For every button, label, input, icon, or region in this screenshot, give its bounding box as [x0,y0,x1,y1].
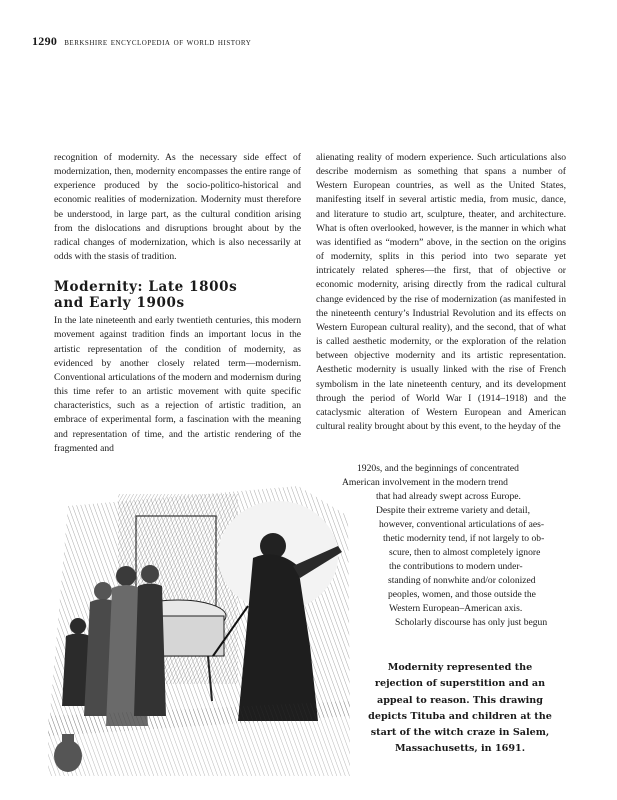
wrap-line: Despite their extreme variety and detail, [376,505,530,516]
wrap-line: peoples, women, and those outside the [388,589,536,600]
right-column [316,151,566,434]
wrap-line: 1920s, and the beginnings of concentrated [357,463,519,474]
caption-line: depicts Tituba and children at the [368,710,552,722]
wrap-line: Scholarly discourse has only just begun [395,617,548,628]
page-number: 1290 [32,34,58,48]
wrap-line: however, conventional articulations of aes- [379,519,545,530]
section-heading-line-2: and Early 1900s [54,295,185,312]
section-heading [54,279,301,311]
running-header [32,34,251,49]
right-body-paragraph: alienating reality of modern experience. Such articulations also describe modernism as something that spans a number of Western European countries, as well as the United States, manifesting itself in several artistic media, from music, dance, and literature to studio art, sculpture, theater, and architecture. What is often overlooked, however, is the manner in which what was identified as “modern” above, in the section on the origins of modernity, splits in this period into two separate yet intricately related spheres—the first, that of objective or economic modernity, arising directly from the radical cultural change evidenced by the rise of modernization (as manifested in the nineteenth century’s Industrial Revolution and its effects on Western European cultural reality), and the second, that of what is called aesthetic modernity, or the exploration of the relation between objective modernity and its artistic representation. Aesthetic modernity is usually linked with the rise of French symbolism in the late nineteenth century, and its development through the period of World War I (1914–1918) and the cataclysmic alteration of Western European and American cultural reality brought about by this event, to the heyday of the [316,152,566,432]
section-heading-line-1: Modernity: Late 1800s [54,279,238,296]
publication-title: berkshire encyclopedia of world history [64,37,252,48]
wrap-line: thetic modernity tend, if not largely to ob- [383,533,545,544]
caption-line: start of the witch craze in Salem, [370,727,550,739]
figure-caption [340,660,580,758]
caption-line: Massachusetts, in 1691. [394,743,526,755]
wrap-line: Western European–American axis. [389,603,523,614]
intro-paragraph: recognition of modernity. As the necessary side effect of modernization, then, modernity encompasses the entire range of experience produced by the socio-politico-historical and economic realities of modernization. Modernity must therefore be understood, in large part, as the cultural condition arising from the dislocations and disruptions brought about by the radical changes of modernization, which is also necessarily at odds with the stasis of tradition. [54,152,301,263]
wrap-line: that had already swept across Europe. [376,491,521,502]
caption-line: appeal to reason. This drawing [376,694,543,706]
tituba-engraving-illustration [48,486,350,776]
body-paragraph: In the late nineteenth and early twentieth centuries, this modern movement against tradition finds an important locus in the artistic representation of the condition of modernity, as evidenced by another closely related term—modernism. Conventional articulations of the modern and modernism during this time refer to an artistic movement with quite specific characteristics, such as a rejection of artistic tradition, an embrace of experimental form, a fascination with the meaning and representation of time, and the artistic rendering of the fragmented and [54,315,301,454]
wrap-line: standing of nonwhite and/or colonized [388,575,536,586]
wrap-line: the contributions to modern under- [389,561,523,572]
left-column [54,151,301,456]
wrap-line: American involvement in the modern trend [342,477,508,488]
wrap-line: scure, then to almost completely ignore [389,547,541,558]
caption-line: Modernity represented the [387,662,533,673]
caption-line: rejection of superstition and an [374,678,546,690]
